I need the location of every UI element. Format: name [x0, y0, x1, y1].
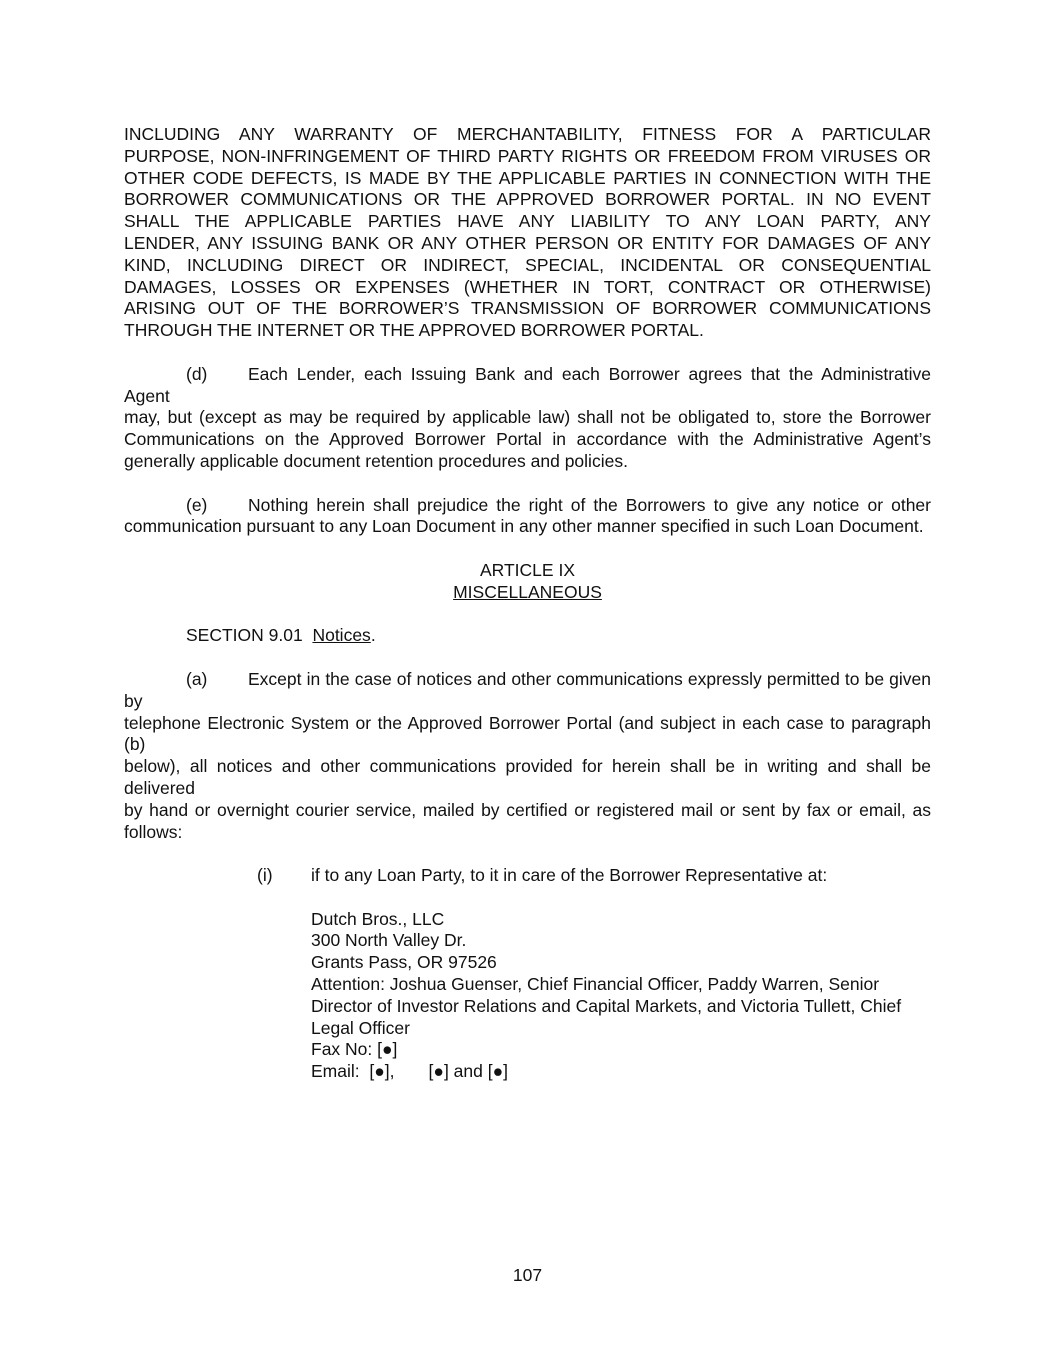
paragraph-d	[124, 364, 931, 473]
notice-item-i	[124, 865, 931, 887]
address-line: Dutch Bros., LLC	[311, 908, 445, 929]
section-suffix: .	[370, 625, 376, 646]
text-line: SHALL THE APPLICABLE PARTIES HAVE ANY LIABILITY TO ANY LOAN PARTY, ANY	[124, 211, 931, 232]
document-page	[124, 124, 931, 1083]
section-heading	[124, 625, 931, 647]
address-line: Grants Pass, OR 97526	[311, 952, 497, 973]
article-number: ARTICLE IX	[480, 559, 575, 580]
article-title: MISCELLANEOUS	[453, 581, 602, 602]
email-value: [●] and [●]	[428, 1061, 509, 1082]
text-line	[124, 495, 931, 517]
address-line: Legal Officer	[311, 1017, 410, 1038]
text-line: communication pursuant to any Loan Document in any other manner specified in such Loan Document.	[124, 516, 924, 537]
email-label: Email:	[311, 1061, 360, 1082]
paragraph-a	[124, 669, 931, 843]
text-line: INCLUDING ANY WARRANTY OF MERCHANTABILITY, FITNESS FOR A PARTICULAR	[124, 124, 931, 144]
section-title: Notices	[312, 625, 371, 646]
text-line: Communications on the Approved Borrower Portal in accordance with the Administrative Agent’s	[124, 429, 931, 450]
text-line	[124, 669, 931, 713]
text-line: by hand or overnight courier service, mailed by certified or registered mail or sent by fax or email, as	[124, 799, 931, 820]
item-label: (i)	[257, 865, 273, 886]
page-number: 107	[512, 1265, 543, 1285]
paragraph-label: (a)	[186, 668, 208, 689]
email-line	[311, 1061, 911, 1083]
text-line: LENDER, ANY ISSUING BANK OR ANY OTHER PERSON OR ENTITY FOR DAMAGES OF ANY	[124, 232, 931, 253]
address-line: Attention: Joshua Guenser, Chief Financial Officer, Paddy Warren, Senior	[311, 974, 880, 995]
address-line: Fax No: [●]	[311, 1039, 398, 1060]
paragraph-label: (d)	[186, 363, 208, 384]
paragraph-label: (e)	[186, 494, 208, 515]
text-line: BORROWER COMMUNICATIONS OR THE APPROVED BORROWER PORTAL. IN NO EVENT	[124, 189, 931, 210]
text-line: may, but (except as may be required by applicable law) shall not be obligated to, store the Borrower	[124, 407, 931, 428]
text-span: Each Lender, each Issuing Bank and each Borrower agrees that the Administrative Agent	[124, 363, 931, 406]
address-line: 300 North Valley Dr.	[311, 930, 467, 951]
text-line: ARISING OUT OF THE BORROWER’S TRANSMISSION OF BORROWER COMMUNICATIONS	[124, 298, 931, 319]
email-value: [●],	[369, 1061, 395, 1082]
text-line	[124, 364, 931, 408]
text-line: telephone Electronic System or the Approved Borrower Portal (and subject in each case to paragraph (b)	[124, 712, 931, 755]
text-line: THROUGH THE INTERNET OR THE APPROVED BORROWER PORTAL.	[124, 320, 704, 341]
item-text: if to any Loan Party, to it in care of the Borrower Representative at:	[311, 865, 828, 886]
disclaimer-paragraph	[124, 124, 931, 342]
address-block	[124, 909, 911, 1083]
text-line: OTHER CODE DEFECTS, IS MADE BY THE APPLICABLE PARTIES IN CONNECTION WITH THE	[124, 167, 931, 188]
text-span: Nothing herein shall prejudice the right of the Borrowers to give any notice or other	[248, 494, 931, 515]
text-line: DAMAGES, LOSSES OR EXPENSES (WHETHER IN TORT, CONTRACT OR OTHERWISE)	[124, 276, 931, 297]
text-line: follows:	[124, 821, 183, 842]
text-line: PURPOSE, NON-INFRINGEMENT OF THIRD PARTY RIGHTS OR FREEDOM FROM VIRUSES OR	[124, 145, 931, 166]
article-heading	[124, 560, 931, 604]
address-line: Director of Investor Relations and Capital Markets, and Victoria Tullett, Chief	[311, 995, 902, 1016]
text-line: below), all notices and other communications provided for herein shall be in writing and shall be delivered	[124, 756, 931, 798]
section-number: SECTION 9.01	[186, 625, 303, 646]
paragraph-e	[124, 495, 931, 539]
text-line: KIND, INCLUDING DIRECT OR INDIRECT, SPECIAL, INCIDENTAL OR CONSEQUENTIAL	[124, 254, 931, 275]
text-span: Except in the case of notices and other communications expressly permitted to be given by	[124, 668, 931, 711]
text-line: generally applicable document retention procedures and policies.	[124, 450, 628, 471]
